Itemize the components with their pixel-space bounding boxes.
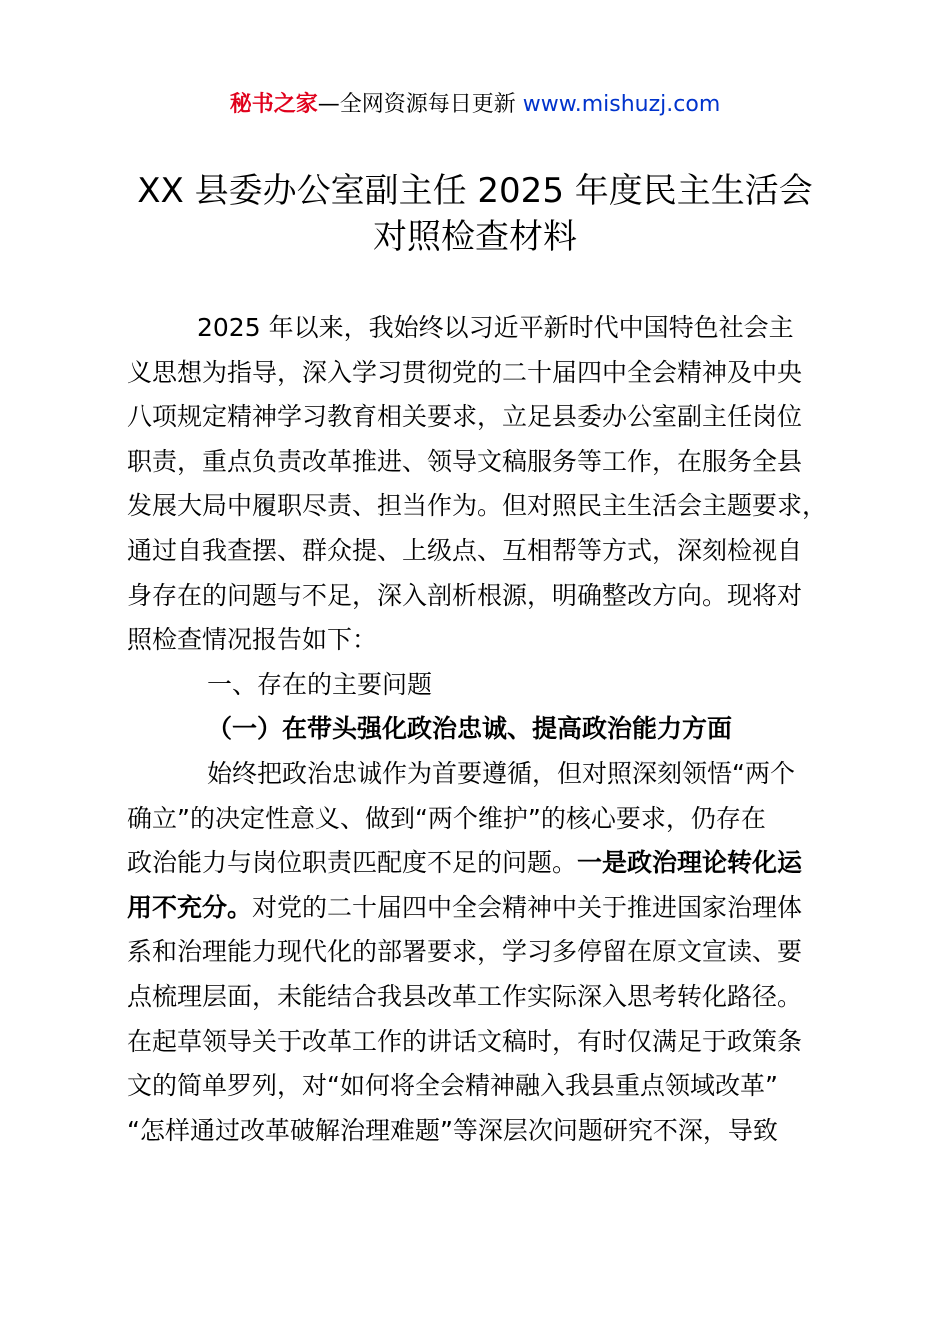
intro-line: 八项规定精神学习教育相关要求，立足县委办公室副主任岗位 [127, 402, 803, 432]
para-line [127, 886, 837, 931]
intro-line: 义思想为指导，深入学习贯彻党的二十届四中全会精神及中央 [127, 357, 803, 387]
subsection-paragraph [127, 752, 837, 1153]
para-line: 在起草领导关于改革工作的讲话文稿时，有时仅满足于政策条 [127, 1026, 803, 1056]
document-title [0, 168, 950, 260]
para-line [127, 841, 837, 886]
title-line-2: 对照检查材料 [373, 217, 577, 257]
header-slogan: —全网资源每日更新 [317, 92, 523, 117]
intro-line: 2025 年以来，我始终以习近平新时代中国特色社会主 [197, 313, 794, 342]
para-line: 点梳理层面，未能结合我县改革工作实际深入思考转化路径。 [127, 981, 803, 1011]
intro-line: 职责，重点负责改革推进、领导文稿服务等工作，在服务全县 [127, 446, 803, 476]
title-line-1: XX 县委办公室副主任 2025 年度民主生活会 [137, 171, 813, 211]
document-body [127, 306, 837, 1153]
para-line-plain: 政治能力与岗位职责匹配度不足的问题。 [127, 848, 578, 878]
para-line: 始终把政治忠诚作为首要遵循，但对照深刻领悟“两个 [207, 758, 795, 788]
para-line: 文的简单罗列，对“如何将全会精神融入我县重点领域改革” [127, 1071, 778, 1101]
point-one-title: 一是政治理论转化运 [577, 848, 803, 878]
intro-line: 身存在的问题与不足，深入剖析根源，明确整改方向。现将对 [127, 580, 803, 610]
para-line-plain: 对党的二十届四中全会精神中关于推进国家治理体 [252, 892, 803, 922]
point-one-title-cont: 用不充分。 [127, 892, 253, 922]
site-url-link[interactable]: www.mishuzj.com [522, 92, 721, 117]
para-line: 确立”的决定性意义、做到“两个维护”的核心要求，仍存在 [127, 803, 766, 833]
intro-line: 发展大局中履职尽责、担当作为。但对照民主生活会主题要求， [127, 491, 828, 521]
intro-line: 照检查情况报告如下： [127, 625, 378, 655]
intro-line: 通过自我查摆、群众提、上级点、互相帮等方式，深刻检视自 [127, 535, 803, 565]
para-line: 系和治理能力现代化的部署要求，学习多停留在原文宣读、要 [127, 937, 803, 967]
intro-paragraph [127, 306, 837, 663]
subsection-heading-text: （一）在带头强化政治忠诚、提高政治能力方面 [207, 714, 733, 744]
section-heading-text: 一、存在的主要问题 [207, 669, 433, 699]
section-heading [127, 663, 837, 708]
site-header [0, 88, 950, 122]
brand-name: 秘书之家 [229, 92, 318, 117]
subsection-heading [127, 707, 837, 752]
para-line: “怎样通过改革破解治理难题”等深层次问题研究不深，导致 [127, 1115, 778, 1145]
